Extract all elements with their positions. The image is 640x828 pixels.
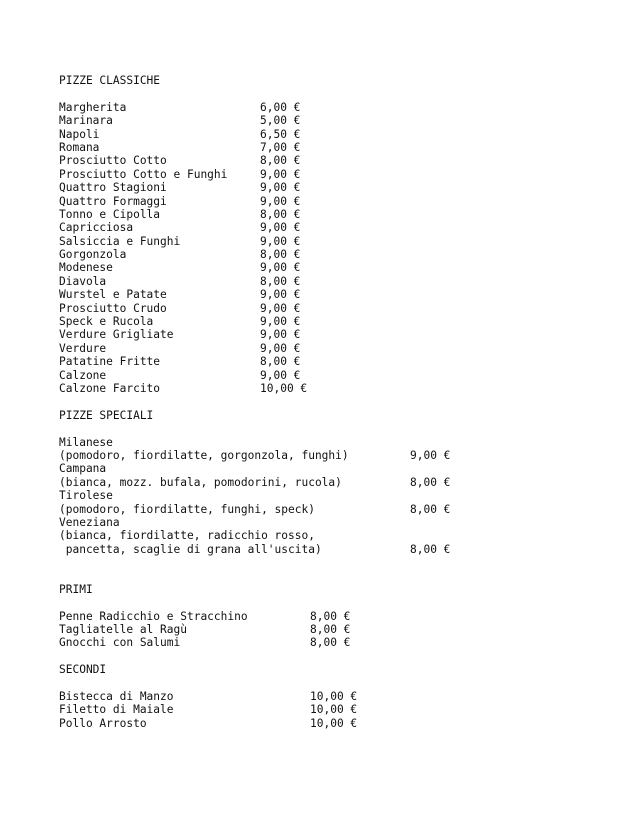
menu-item	[59, 302, 619, 315]
item-name: Verdure Grigliate	[59, 328, 174, 342]
item-name: Patatine Fritte	[59, 355, 161, 369]
item-name: Verdure	[59, 341, 107, 355]
item-name: Quattro Formaggi	[59, 194, 167, 208]
item-price: 8,00 €	[410, 542, 451, 556]
menu-item	[59, 636, 619, 649]
item-name: Napoli	[59, 127, 100, 141]
item-name: Margherita	[59, 100, 127, 114]
special-item-name: Milanese	[59, 435, 113, 449]
item-price: 8,00 €	[310, 609, 351, 623]
item-price: 6,50 €	[260, 127, 301, 141]
item-price: 8,00 €	[410, 502, 451, 516]
item-name: Penne Radicchio e Stracchino	[59, 609, 248, 623]
menu-item	[59, 717, 619, 730]
item-name: Bistecca di Manzo	[59, 689, 174, 703]
item-price: 10,00 €	[260, 381, 308, 395]
item-price: 8,00 €	[260, 274, 301, 288]
item-name: Capricciosa	[59, 221, 134, 235]
menu-item	[59, 168, 619, 181]
menu-item	[59, 623, 619, 636]
item-price: 7,00 €	[260, 140, 301, 154]
item-price: 9,00 €	[260, 194, 301, 208]
item-price: 8,00 €	[310, 636, 351, 650]
special-item-desc	[59, 503, 619, 516]
item-name: Speck e Rucola	[59, 315, 154, 329]
item-name: Gnocchi con Salumi	[59, 636, 181, 650]
secondi-list	[59, 690, 619, 730]
item-price: 9,00 €	[260, 167, 301, 181]
item-price: 9,00 €	[260, 341, 301, 355]
menu-item	[59, 235, 619, 248]
item-price: 9,00 €	[260, 181, 301, 195]
item-price: 9,00 €	[260, 288, 301, 302]
menu-item	[59, 610, 619, 623]
item-price: 9,00 €	[260, 368, 301, 382]
item-name: Prosciutto Cotto e Funghi	[59, 167, 228, 181]
section-title-primi: PRIMI	[59, 582, 93, 596]
item-price: 9,00 €	[260, 221, 301, 235]
item-name: Romana	[59, 140, 100, 154]
menu-item	[59, 181, 619, 194]
item-price: 8,00 €	[410, 475, 451, 489]
item-name: Prosciutto Crudo	[59, 301, 167, 315]
menu-item	[59, 703, 619, 716]
item-name: Modenese	[59, 261, 113, 275]
menu-item	[59, 128, 619, 141]
item-name: Gorgonzola	[59, 248, 127, 262]
item-price: 8,00 €	[310, 623, 351, 637]
menu-item	[59, 154, 619, 167]
item-price: 9,00 €	[260, 301, 301, 315]
item-name: Salsiccia e Funghi	[59, 234, 181, 248]
item-desc: (bianca, mozz. bufala, pomodorini, rucola)	[59, 475, 342, 489]
item-name: Diavola	[59, 274, 107, 288]
item-price: 8,00 €	[260, 207, 301, 221]
item-name: Tonno e Cipolla	[59, 207, 161, 221]
menu-item	[59, 315, 619, 328]
special-item-desc: (bianca, fiordilatte, radicchio rosso,	[59, 529, 315, 543]
item-desc: (pomodoro, fiordilatte, gorgonzola, funghi)	[59, 448, 349, 462]
menu-item	[59, 195, 619, 208]
item-desc: pancetta, scaglie di grana all'uscita)	[59, 542, 322, 556]
item-price: 9,00 €	[260, 315, 301, 329]
special-item-name: Veneziana	[59, 515, 120, 529]
item-name: Calzone Farcito	[59, 381, 161, 395]
menu-item	[59, 141, 619, 154]
item-name: Filetto di Maiale	[59, 703, 174, 717]
menu-item	[59, 369, 619, 382]
menu-item	[59, 101, 619, 114]
special-item-name: Tirolese	[59, 489, 113, 503]
menu-item	[59, 261, 619, 274]
menu-item	[59, 288, 619, 301]
special-item-name: Campana	[59, 462, 107, 476]
special-item-desc	[59, 449, 619, 462]
section-title-classiche: PIZZE CLASSICHE	[59, 74, 161, 87]
item-price: 10,00 €	[310, 703, 358, 717]
item-desc: (pomodoro, fiordilatte, funghi, speck)	[59, 502, 315, 516]
item-price: 6,00 €	[260, 100, 301, 114]
item-price: 9,00 €	[260, 261, 301, 275]
menu-item	[59, 342, 619, 355]
item-price: 8,00 €	[260, 154, 301, 168]
menu-page	[59, 74, 619, 730]
menu-item	[59, 248, 619, 261]
speciali-list	[59, 436, 619, 557]
item-name: Prosciutto Cotto	[59, 154, 167, 168]
special-item-desc	[59, 543, 619, 556]
menu-item	[59, 328, 619, 341]
section-title-speciali: PIZZE SPECIALI	[59, 408, 154, 422]
section-title-secondi: SECONDI	[59, 663, 107, 677]
item-price: 8,00 €	[260, 248, 301, 262]
item-name: Quattro Stagioni	[59, 181, 167, 195]
menu-item	[59, 114, 619, 127]
menu-item	[59, 275, 619, 288]
item-name: Tagliatelle al Ragù	[59, 623, 187, 637]
item-name: Wurstel e Patate	[59, 288, 167, 302]
item-price: 8,00 €	[260, 355, 301, 369]
item-name: Marinara	[59, 114, 113, 128]
menu-item	[59, 690, 619, 703]
item-name: Calzone	[59, 368, 107, 382]
item-name: Pollo Arrosto	[59, 716, 147, 730]
item-price: 9,00 €	[410, 448, 451, 462]
menu-item	[59, 382, 619, 395]
item-price: 9,00 €	[260, 234, 301, 248]
special-item-desc	[59, 476, 619, 489]
item-price: 9,00 €	[260, 328, 301, 342]
classiche-list	[59, 101, 619, 396]
menu-item	[59, 355, 619, 368]
menu-item	[59, 208, 619, 221]
item-price: 10,00 €	[310, 716, 358, 730]
primi-list	[59, 610, 619, 650]
item-price: 5,00 €	[260, 114, 301, 128]
menu-item	[59, 221, 619, 234]
item-price: 10,00 €	[310, 689, 358, 703]
